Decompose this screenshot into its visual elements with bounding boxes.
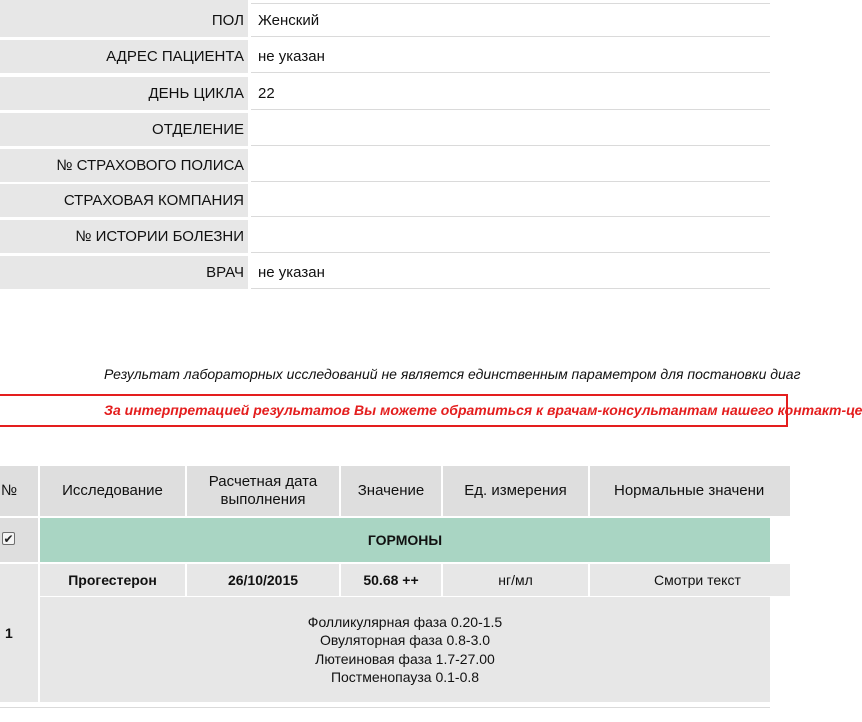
info-value — [251, 220, 770, 253]
reference-note — [40, 597, 770, 702]
info-row-address — [0, 40, 770, 73]
info-label: ДЕНЬ ЦИКЛА — [0, 77, 248, 110]
info-label: № ИСТОРИИ БОЛЕЗНИ — [0, 220, 248, 253]
col-header-date — [187, 466, 341, 516]
info-row-doctor — [0, 256, 770, 289]
row-value: 50.68 ++ — [341, 564, 443, 596]
row-number: 1 — [0, 564, 40, 702]
info-label: СТРАХОВАЯ КОМПАНИЯ — [0, 184, 248, 217]
reference-line: Фолликулярная фаза 0.20-1.5 — [307, 613, 503, 630]
info-row-policy — [0, 149, 770, 182]
info-value: не указан — [251, 256, 770, 289]
info-value — [251, 149, 770, 182]
col-header-unit: Ед. измерения — [443, 466, 590, 516]
row-norm: Смотри текст — [590, 564, 790, 596]
row-unit: нг/мл — [443, 564, 590, 596]
row-test-name: Прогестерон — [40, 564, 187, 596]
warning-text: За интерпретацией результатов Вы можете обратиться к врачам-консультантам нашего контакт-це — [104, 402, 862, 418]
reference-line: Овуляторная фаза 0.8-3.0 — [319, 632, 491, 648]
reference-line: Лютеиновая фаза 1.7-27.00 — [315, 650, 495, 667]
info-value: 22 — [251, 77, 770, 110]
col-header-num: № — [0, 466, 40, 516]
col-header-value: Значение — [341, 466, 443, 516]
group-select-cell — [0, 518, 40, 562]
disclaimer-text: Результат лабораторных исследований не является единственным параметром для постановки диаг — [104, 366, 801, 382]
col-header-date-line1: Расчетная дата — [208, 473, 318, 490]
col-header-norm: Нормальные значени — [590, 466, 790, 516]
info-value: не указан — [251, 40, 770, 73]
info-row-history — [0, 220, 770, 253]
reference-line: Постменопауза 0.1-0.8 — [330, 669, 480, 685]
info-label: ОТДЕЛЕНИЕ — [0, 113, 248, 146]
info-label: АДРЕС ПАЦИЕНТА — [0, 40, 248, 73]
group-title: ГОРМОНЫ — [40, 518, 770, 562]
info-value — [251, 184, 770, 217]
info-row-insurer — [0, 184, 770, 217]
info-label: № СТРАХОВОГО ПОЛИСА — [0, 149, 248, 182]
col-header-date-line2: выполнения — [220, 491, 306, 508]
info-value: Женский — [251, 4, 770, 37]
info-row-cycle-day — [0, 77, 770, 110]
col-header-test: Исследование — [40, 466, 187, 516]
info-label: ВРАЧ — [0, 256, 248, 289]
row-date: 26/10/2015 — [187, 564, 341, 596]
info-value — [251, 113, 770, 146]
info-row-department — [0, 113, 770, 146]
table-bottom-divider — [0, 707, 770, 708]
info-row-sex — [0, 4, 770, 37]
info-label: ПОЛ — [0, 4, 248, 37]
group-checkbox[interactable]: ✔ — [3, 531, 14, 546]
